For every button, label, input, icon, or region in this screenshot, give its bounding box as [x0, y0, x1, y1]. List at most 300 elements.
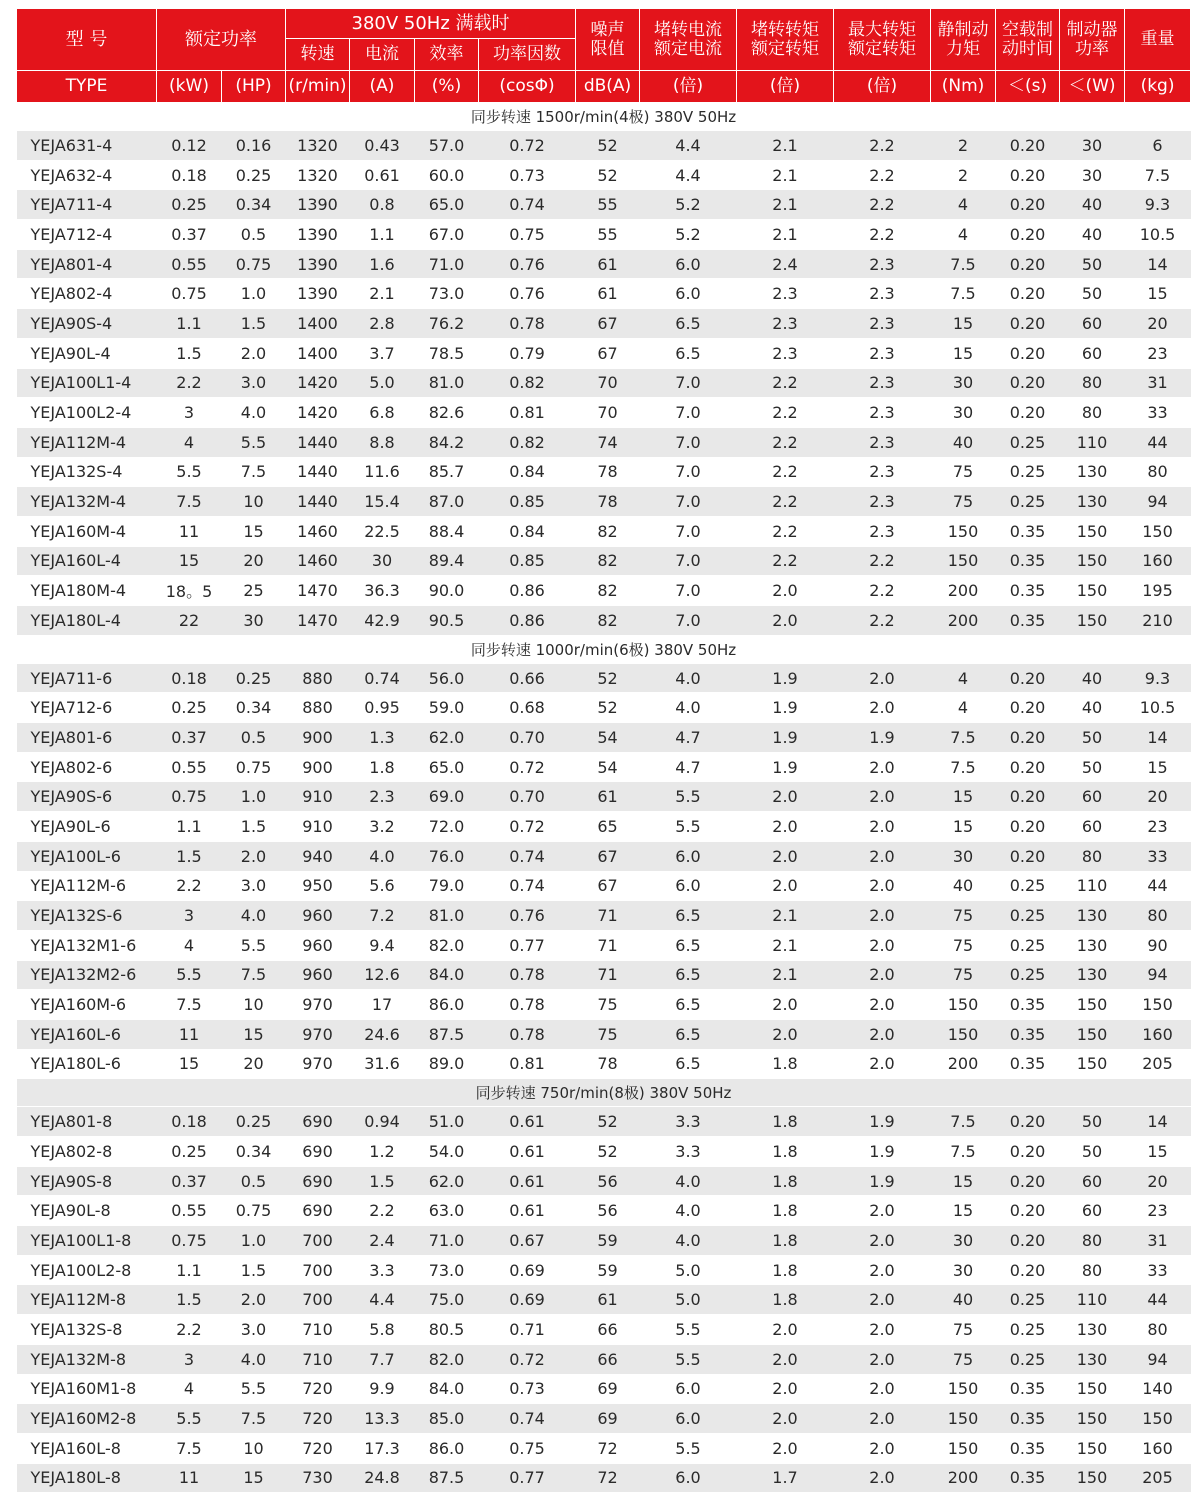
value-cell: 970	[286, 990, 350, 1020]
value-cell: 3	[157, 901, 222, 931]
value-cell: 22	[157, 606, 222, 636]
value-cell: 0.78	[479, 1019, 576, 1049]
value-cell: 80	[1125, 1315, 1191, 1345]
value-cell: 0.35	[996, 1463, 1060, 1493]
value-cell: 0.76	[479, 279, 576, 309]
value-cell: 40	[1060, 663, 1125, 693]
value-cell: 5.8	[350, 1315, 415, 1345]
value-cell: 9.9	[350, 1374, 415, 1404]
value-cell: 10	[222, 1433, 286, 1463]
value-cell: 2.0	[737, 1374, 834, 1404]
value-cell: 910	[286, 782, 350, 812]
value-cell: 150	[1060, 546, 1125, 576]
value-cell: 2.0	[834, 782, 931, 812]
table-row	[17, 576, 1191, 606]
value-cell: 80	[1060, 841, 1125, 871]
value-cell: 0.8	[350, 190, 415, 220]
value-cell: 0.74	[479, 1404, 576, 1434]
value-cell: 0.37	[157, 1166, 222, 1196]
value-cell: 2.1	[737, 131, 834, 161]
value-cell: 14	[1125, 723, 1191, 753]
value-cell: 59	[576, 1255, 640, 1285]
value-cell: 84.2	[415, 427, 479, 457]
value-cell: 0.25	[996, 871, 1060, 901]
value-cell: 14	[1125, 1107, 1191, 1137]
value-cell: 7.5	[157, 487, 222, 517]
value-cell: 900	[286, 723, 350, 753]
value-cell: 7.0	[640, 427, 737, 457]
value-cell: 2.0	[834, 1049, 931, 1079]
value-cell: 72.0	[415, 812, 479, 842]
value-cell: 2.0	[834, 871, 931, 901]
value-cell: 0.82	[479, 427, 576, 457]
model-cell: YEJA631-4	[17, 131, 157, 161]
value-cell: 0.35	[996, 1049, 1060, 1079]
value-cell: 0.5	[222, 723, 286, 753]
value-cell: 2.3	[834, 249, 931, 279]
value-cell: 0.78	[479, 990, 576, 1020]
value-cell: 0.74	[479, 871, 576, 901]
value-cell: 88.4	[415, 516, 479, 546]
value-cell: 1.8	[737, 1196, 834, 1226]
header-static-torque: 静制动力矩	[931, 9, 996, 71]
value-cell: 5.5	[157, 960, 222, 990]
value-cell: 7.0	[640, 368, 737, 398]
value-cell: 0.25	[157, 190, 222, 220]
model-cell: YEJA112M-8	[17, 1285, 157, 1315]
value-cell: 0.20	[996, 841, 1060, 871]
value-cell: 66	[576, 1344, 640, 1374]
table-row	[17, 398, 1191, 428]
model-cell: YEJA712-6	[17, 693, 157, 723]
value-cell: 0.25	[996, 457, 1060, 487]
value-cell: 150	[1060, 606, 1125, 636]
value-cell: 0.35	[996, 1019, 1060, 1049]
value-cell: 6.0	[640, 871, 737, 901]
value-cell: 1.6	[350, 249, 415, 279]
value-cell: 2.0	[737, 1433, 834, 1463]
section-header-row	[17, 103, 1191, 131]
value-cell: 10	[222, 487, 286, 517]
value-cell: 0.69	[479, 1285, 576, 1315]
value-cell: 0.72	[479, 752, 576, 782]
value-cell: 15	[931, 309, 996, 339]
value-cell: 30	[931, 841, 996, 871]
value-cell: 86.0	[415, 1433, 479, 1463]
value-cell: 0.20	[996, 398, 1060, 428]
value-cell: 1440	[286, 457, 350, 487]
table-row	[17, 190, 1191, 220]
model-cell: YEJA801-4	[17, 249, 157, 279]
value-cell: 2.0	[834, 1285, 931, 1315]
value-cell: 9.4	[350, 930, 415, 960]
value-cell: 0.72	[479, 812, 576, 842]
value-cell: 1.9	[737, 663, 834, 693]
value-cell: 2.0	[737, 871, 834, 901]
value-cell: 970	[286, 1019, 350, 1049]
model-cell: YEJA801-6	[17, 723, 157, 753]
value-cell: 82.0	[415, 930, 479, 960]
value-cell: 4.0	[350, 841, 415, 871]
value-cell: 1420	[286, 398, 350, 428]
model-cell: YEJA90L-4	[17, 338, 157, 368]
value-cell: 960	[286, 901, 350, 931]
value-cell: 30	[1060, 160, 1125, 190]
value-cell: 71	[576, 901, 640, 931]
value-cell: 2.3	[834, 457, 931, 487]
value-cell: 6.8	[350, 398, 415, 428]
model-cell: YEJA160M-6	[17, 990, 157, 1020]
value-cell: 20	[1125, 782, 1191, 812]
value-cell: 0.95	[350, 693, 415, 723]
value-cell: 10.5	[1125, 693, 1191, 723]
value-cell: 1.9	[834, 1107, 931, 1137]
value-cell: 76.0	[415, 841, 479, 871]
value-cell: 2.2	[350, 1196, 415, 1226]
value-cell: 7.5	[222, 457, 286, 487]
value-cell: 59	[576, 1226, 640, 1256]
value-cell: 5.6	[350, 871, 415, 901]
value-cell: 4	[931, 220, 996, 250]
value-cell: 15	[1125, 1137, 1191, 1167]
value-cell: 54.0	[415, 1137, 479, 1167]
value-cell: 6.5	[640, 901, 737, 931]
value-cell: 54	[576, 723, 640, 753]
value-cell: 0.35	[996, 546, 1060, 576]
value-cell: 0.35	[996, 516, 1060, 546]
value-cell: 2.3	[737, 338, 834, 368]
value-cell: 80	[1060, 398, 1125, 428]
value-cell: 81.0	[415, 368, 479, 398]
value-cell: 0.35	[996, 1374, 1060, 1404]
value-cell: 30	[350, 546, 415, 576]
model-cell: YEJA160L-8	[17, 1433, 157, 1463]
value-cell: 0.25	[996, 960, 1060, 990]
value-cell: 0.25	[222, 1107, 286, 1137]
value-cell: 23	[1125, 1196, 1191, 1226]
value-cell: 0.12	[157, 131, 222, 161]
value-cell: 0.68	[479, 693, 576, 723]
value-cell: 15	[931, 1196, 996, 1226]
value-cell: 0.55	[157, 249, 222, 279]
value-cell: 2.0	[834, 841, 931, 871]
value-cell: 0.25	[996, 1285, 1060, 1315]
value-cell: 40	[1060, 693, 1125, 723]
value-cell: 4	[157, 1374, 222, 1404]
value-cell: 75	[931, 487, 996, 517]
value-cell: 7.5	[1125, 160, 1191, 190]
units-row	[17, 71, 1191, 103]
value-cell: 33	[1125, 841, 1191, 871]
table-row	[17, 871, 1191, 901]
value-cell: 900	[286, 752, 350, 782]
value-cell: 2.0	[737, 990, 834, 1020]
value-cell: 2.3	[834, 398, 931, 428]
value-cell: 9.3	[1125, 663, 1191, 693]
value-cell: 1.1	[157, 309, 222, 339]
value-cell: 1.5	[157, 1285, 222, 1315]
model-cell: YEJA801-8	[17, 1107, 157, 1137]
value-cell: 51.0	[415, 1107, 479, 1137]
table-row	[17, 1137, 1191, 1167]
value-cell: 0.82	[479, 368, 576, 398]
value-cell: 2.2	[834, 190, 931, 220]
value-cell: 75	[931, 901, 996, 931]
unit-cell: (r/min)	[286, 71, 350, 103]
value-cell: 6.0	[640, 1404, 737, 1434]
value-cell: 150	[1125, 1404, 1191, 1434]
value-cell: 2.0	[834, 901, 931, 931]
value-cell: 90.5	[415, 606, 479, 636]
value-cell: 200	[931, 576, 996, 606]
model-cell: YEJA90S-8	[17, 1166, 157, 1196]
header-weight: 重量	[1125, 9, 1191, 71]
table-row	[17, 812, 1191, 842]
value-cell: 2.0	[737, 606, 834, 636]
value-cell: 0.25	[222, 160, 286, 190]
header-power-factor: 功率因数	[479, 39, 576, 71]
value-cell: 2.0	[834, 930, 931, 960]
value-cell: 2.2	[737, 516, 834, 546]
value-cell: 7.0	[640, 576, 737, 606]
value-cell: 0.25	[157, 693, 222, 723]
header-speed: 转速	[286, 39, 350, 71]
unit-cell: (Nm)	[931, 71, 996, 103]
value-cell: 700	[286, 1255, 350, 1285]
value-cell: 0.25	[157, 1137, 222, 1167]
model-cell: YEJA160L-6	[17, 1019, 157, 1049]
value-cell: 2.0	[834, 1196, 931, 1226]
header-locked-current: 堵转电流额定电流	[640, 9, 737, 71]
value-cell: 0.35	[996, 990, 1060, 1020]
value-cell: 0.75	[479, 220, 576, 250]
table-row	[17, 457, 1191, 487]
table-row	[17, 487, 1191, 517]
value-cell: 205	[1125, 1049, 1191, 1079]
value-cell: 44	[1125, 871, 1191, 901]
value-cell: 24.6	[350, 1019, 415, 1049]
value-cell: 0.25	[996, 487, 1060, 517]
value-cell: 52	[576, 663, 640, 693]
value-cell: 2	[931, 160, 996, 190]
value-cell: 690	[286, 1137, 350, 1167]
value-cell: 90.0	[415, 576, 479, 606]
value-cell: 700	[286, 1285, 350, 1315]
table-row	[17, 693, 1191, 723]
value-cell: 0.75	[157, 1226, 222, 1256]
value-cell: 2.1	[737, 960, 834, 990]
value-cell: 60	[1060, 1196, 1125, 1226]
table-row	[17, 1226, 1191, 1256]
value-cell: 2.0	[222, 338, 286, 368]
section-title: 同步转速 750r/min(8极) 380V 50Hz	[17, 1079, 1191, 1107]
section-header-row	[17, 1079, 1191, 1107]
value-cell: 15	[931, 812, 996, 842]
table-body	[17, 103, 1191, 1493]
value-cell: 2.2	[834, 606, 931, 636]
value-cell: 0.25	[996, 1344, 1060, 1374]
value-cell: 25	[222, 576, 286, 606]
value-cell: 0.37	[157, 220, 222, 250]
value-cell: 2.0	[737, 1019, 834, 1049]
value-cell: 2.0	[737, 841, 834, 871]
value-cell: 210	[1125, 606, 1191, 636]
value-cell: 80	[1060, 1255, 1125, 1285]
value-cell: 130	[1060, 930, 1125, 960]
value-cell: 720	[286, 1374, 350, 1404]
model-cell: YEJA802-8	[17, 1137, 157, 1167]
value-cell: 0.75	[157, 782, 222, 812]
value-cell: 62.0	[415, 723, 479, 753]
value-cell: 1.0	[222, 279, 286, 309]
value-cell: 11	[157, 1463, 222, 1493]
value-cell: 6.5	[640, 309, 737, 339]
value-cell: 42.9	[350, 606, 415, 636]
value-cell: 940	[286, 841, 350, 871]
value-cell: 4	[931, 663, 996, 693]
value-cell: 2.1	[737, 901, 834, 931]
value-cell: 2.0	[737, 1315, 834, 1345]
value-cell: 7.0	[640, 606, 737, 636]
value-cell: 52	[576, 693, 640, 723]
value-cell: 75	[576, 990, 640, 1020]
value-cell: 2.0	[834, 663, 931, 693]
value-cell: 65.0	[415, 190, 479, 220]
value-cell: 5.5	[222, 427, 286, 457]
value-cell: 1390	[286, 220, 350, 250]
value-cell: 1420	[286, 368, 350, 398]
value-cell: 2.3	[834, 516, 931, 546]
value-cell: 150	[931, 1019, 996, 1049]
value-cell: 2.3	[834, 368, 931, 398]
value-cell: 2.0	[834, 693, 931, 723]
value-cell: 0.20	[996, 693, 1060, 723]
table-row	[17, 1374, 1191, 1404]
table-header	[17, 9, 1191, 103]
value-cell: 0.81	[479, 398, 576, 428]
value-cell: 1440	[286, 427, 350, 457]
value-cell: 3	[157, 398, 222, 428]
value-cell: 160	[1125, 1433, 1191, 1463]
model-cell: YEJA711-4	[17, 190, 157, 220]
value-cell: 2.2	[737, 368, 834, 398]
header-max-torque: 最大转矩额定转矩	[834, 9, 931, 71]
value-cell: 2.0	[834, 1019, 931, 1049]
value-cell: 82	[576, 606, 640, 636]
value-cell: 2.0	[834, 1404, 931, 1434]
value-cell: 62.0	[415, 1166, 479, 1196]
value-cell: 69.0	[415, 782, 479, 812]
value-cell: 15	[931, 1166, 996, 1196]
value-cell: 75	[931, 960, 996, 990]
value-cell: 56	[576, 1166, 640, 1196]
value-cell: 0.75	[157, 279, 222, 309]
value-cell: 1.8	[350, 752, 415, 782]
value-cell: 30	[931, 1255, 996, 1285]
value-cell: 0.74	[479, 190, 576, 220]
value-cell: 0.20	[996, 812, 1060, 842]
table-row	[17, 1433, 1191, 1463]
value-cell: 15	[157, 546, 222, 576]
value-cell: 1.8	[737, 1049, 834, 1079]
value-cell: 2.8	[350, 309, 415, 339]
table-row	[17, 960, 1191, 990]
value-cell: 2.1	[737, 160, 834, 190]
value-cell: 720	[286, 1433, 350, 1463]
value-cell: 90	[1125, 930, 1191, 960]
value-cell: 7.5	[931, 279, 996, 309]
value-cell: 0.81	[479, 1049, 576, 1079]
value-cell: 130	[1060, 457, 1125, 487]
value-cell: 70	[576, 368, 640, 398]
value-cell: 30	[931, 368, 996, 398]
value-cell: 4.0	[640, 1166, 737, 1196]
value-cell: 5.5	[640, 782, 737, 812]
value-cell: 1.5	[157, 841, 222, 871]
value-cell: 7.7	[350, 1344, 415, 1374]
value-cell: 75.0	[415, 1285, 479, 1315]
model-cell: YEJA90S-6	[17, 782, 157, 812]
model-cell: YEJA100L2-8	[17, 1255, 157, 1285]
value-cell: 4.0	[222, 398, 286, 428]
value-cell: 205	[1125, 1463, 1191, 1493]
value-cell: 0.20	[996, 249, 1060, 279]
value-cell: 150	[1060, 516, 1125, 546]
value-cell: 1320	[286, 160, 350, 190]
unit-cell: ＜(s)	[996, 71, 1060, 103]
table-row	[17, 131, 1191, 161]
model-cell: YEJA711-6	[17, 663, 157, 693]
value-cell: 3.3	[640, 1137, 737, 1167]
value-cell: 2.3	[737, 279, 834, 309]
value-cell: 0.67	[479, 1226, 576, 1256]
value-cell: 9.3	[1125, 190, 1191, 220]
value-cell: 1.0	[222, 782, 286, 812]
value-cell: 0.20	[996, 279, 1060, 309]
table-row	[17, 1166, 1191, 1196]
value-cell: 4	[931, 693, 996, 723]
value-cell: 5.2	[640, 190, 737, 220]
unit-cell: TYPE	[17, 71, 157, 103]
value-cell: 5.0	[350, 368, 415, 398]
value-cell: 160	[1125, 546, 1191, 576]
value-cell: 0.94	[350, 1107, 415, 1137]
value-cell: 0.37	[157, 723, 222, 753]
value-cell: 85.7	[415, 457, 479, 487]
value-cell: 0.61	[479, 1137, 576, 1167]
unit-cell: (kg)	[1125, 71, 1191, 103]
value-cell: 15	[1125, 752, 1191, 782]
value-cell: 13.3	[350, 1404, 415, 1434]
value-cell: 61	[576, 782, 640, 812]
value-cell: 65.0	[415, 752, 479, 782]
table-row	[17, 1049, 1191, 1079]
value-cell: 0.78	[479, 960, 576, 990]
value-cell: 15.4	[350, 487, 415, 517]
value-cell: 33	[1125, 1255, 1191, 1285]
value-cell: 0.86	[479, 606, 576, 636]
value-cell: 1.8	[737, 1255, 834, 1285]
value-cell: 1.5	[350, 1166, 415, 1196]
value-cell: 0.43	[350, 131, 415, 161]
value-cell: 730	[286, 1463, 350, 1493]
value-cell: 3.2	[350, 812, 415, 842]
table-row	[17, 930, 1191, 960]
value-cell: 4	[157, 427, 222, 457]
value-cell: 75	[931, 1344, 996, 1374]
value-cell: 66	[576, 1315, 640, 1345]
value-cell: 10	[222, 990, 286, 1020]
